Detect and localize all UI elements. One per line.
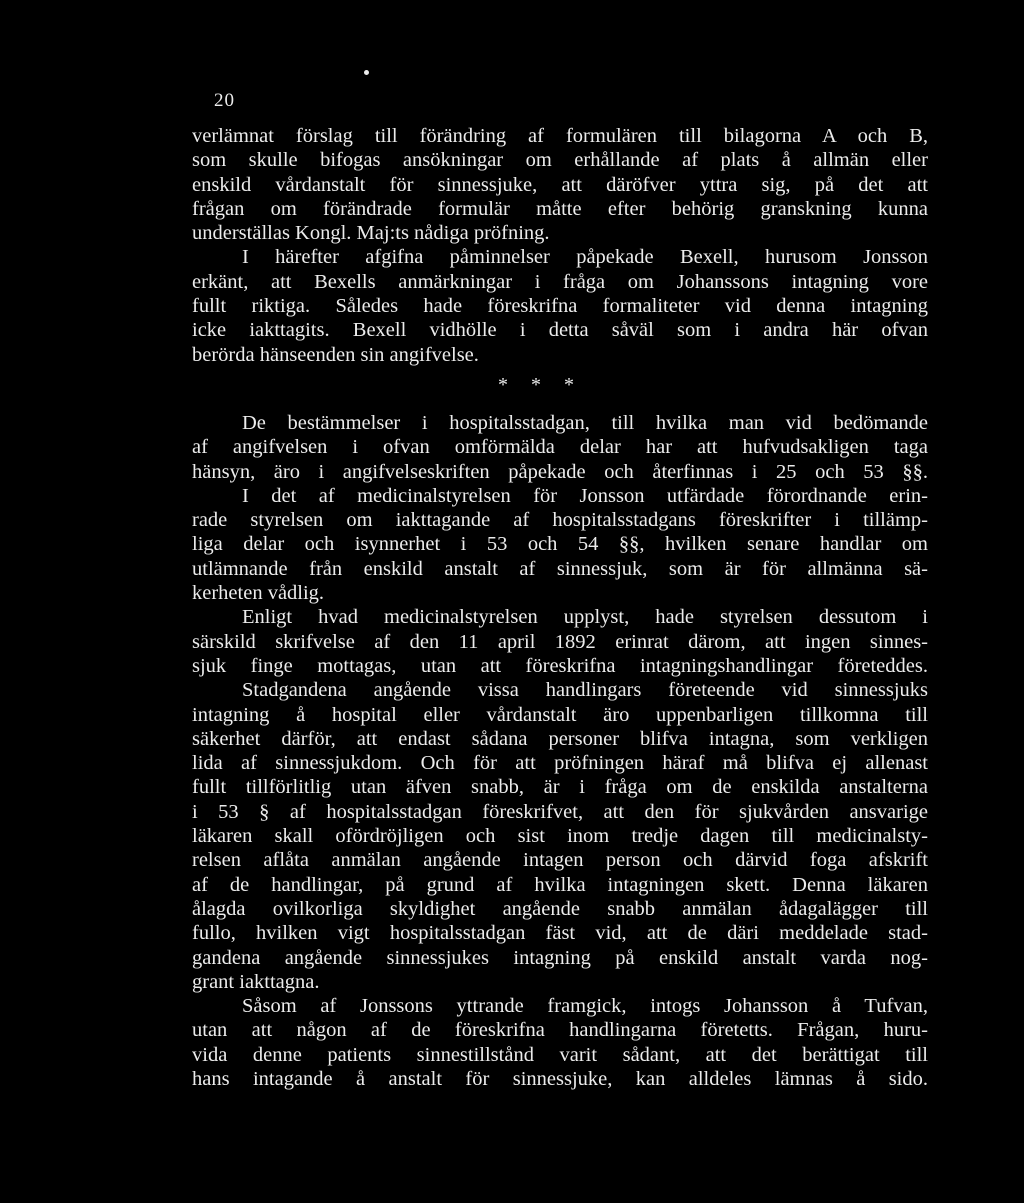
page-text	[192, 124, 928, 1091]
text-line: Stadgandena angående vissa handlingars företeende vid sinnessjuks	[242, 679, 928, 702]
text-line: ålagda ovilkorliga skyldighet angående snabb anmälan ådagalägger till	[192, 897, 928, 920]
text-line: fullo, hvilken vigt hospitalsstadgan fäst vid, att de däri meddelade stad-	[192, 922, 928, 945]
text-line: intagning å hospital eller vårdanstalt äro uppenbarligen tillkomna till	[192, 703, 928, 726]
text-line: erkänt, att Bexells anmärkningar i fråga om Johanssons intagning vore	[192, 270, 928, 293]
text-line: Enligt hvad medicinalstyrelsen upplyst, hade styrelsen dessutom i	[242, 606, 928, 629]
text-line: fullt riktiga. Således hade föreskrifna formaliteter vid denna intagning	[192, 295, 928, 318]
text-line: gandena angående sinnessjukes intagning på enskild anstalt varda nog-	[192, 946, 928, 969]
text-line: frågan om förändrade formulär måtte efter behörig granskning kunna	[192, 197, 928, 220]
text-line: fullt tillförlitlig utan äfven snabb, är i fråga om de enskilda anstalterna	[192, 776, 928, 799]
text-line: hänsyn, äro i angifvelseskriften påpekade och återfinnas i 25 och 53 §§.	[192, 460, 928, 483]
text-line: relsen aflåta anmälan angående intagen person och därvid foga afskrift	[192, 849, 928, 872]
text-line: läkaren skall ofördröjligen och sist inom tredje dagen till medicinalsty-	[192, 825, 928, 848]
text-line: Såsom af Jonssons yttrande framgick, intogs Johansson å Tufvan,	[242, 995, 928, 1018]
section-separator: * * *	[498, 373, 574, 396]
text-line: af angifvelsen i ofvan omförmälda delar har att hufvudsakligen taga	[192, 436, 928, 459]
text-line: De bestämmelser i hospitalsstadgan, till hvilka man vid bedömande	[242, 411, 928, 434]
text-line: säkerhet därför, att endast sådana personer blifva intagna, som verkligen	[192, 727, 928, 750]
text-line: grant iakttagna.	[192, 970, 320, 993]
text-line: I härefter afgifna påminnelser påpekade Bexell, hurusom Jonsson	[242, 246, 928, 269]
text-line: rade styrelsen om iakttagande af hospitalsstadgans föreskrifter i tillämp-	[192, 509, 928, 532]
text-line: hans intagande å anstalt för sinnessjuke, kan alldeles lämnas å sido.	[192, 1067, 928, 1090]
text-line: berörda hänseenden sin angifvelse.	[192, 343, 479, 366]
text-line: sjuk finge mottagas, utan att föreskrifna intagningshandlingar företeddes.	[192, 654, 928, 677]
print-speck	[364, 70, 369, 75]
text-line: enskild vårdanstalt för sinnessjuke, att däröfver yttra sig, på det att	[192, 173, 928, 196]
text-line: kerheten vådlig.	[192, 582, 325, 605]
text-line: i 53 § af hospitalsstadgan föreskrifvet, att den för sjukvården ansvarige	[192, 800, 928, 823]
page-number: 20	[214, 90, 235, 111]
text-line: I det af medicinalstyrelsen för Jonsson utfärdade förordnande erin-	[242, 484, 928, 507]
text-line: vida denne patients sinnestillstånd varit sådant, att det berättigat till	[192, 1043, 928, 1066]
text-line: af de handlingar, på grund af hvilka intagningen skett. Denna läkaren	[192, 873, 928, 896]
text-line: icke iakttagits. Bexell vidhölle i detta såväl som i andra här ofvan	[192, 319, 928, 342]
text-line: liga delar och isynnerhet i 53 och 54 §§, hvilken senare handlar om	[192, 533, 928, 556]
text-line: utlämnande från enskild anstalt af sinnessjuk, som är för allmänna sä-	[192, 557, 928, 580]
text-line: verlämnat förslag till förändring af formulären till bilagorna A och B,	[192, 125, 928, 147]
text-line: utan att någon af de föreskrifna handlingarna företetts. Frågan, huru-	[192, 1019, 928, 1042]
text-line: som skulle bifogas ansökningar om erhållande af plats å allmän eller	[192, 149, 928, 172]
text-line: särskild skrifvelse af den 11 april 1892 erinrat därom, att ingen sinnes-	[192, 630, 928, 653]
text-line: lida af sinnessjukdom. Och för att pröfningen häraf må blifva ej allenast	[192, 752, 928, 775]
text-line: underställas Kongl. Maj:ts nådiga pröfning.	[192, 222, 550, 245]
